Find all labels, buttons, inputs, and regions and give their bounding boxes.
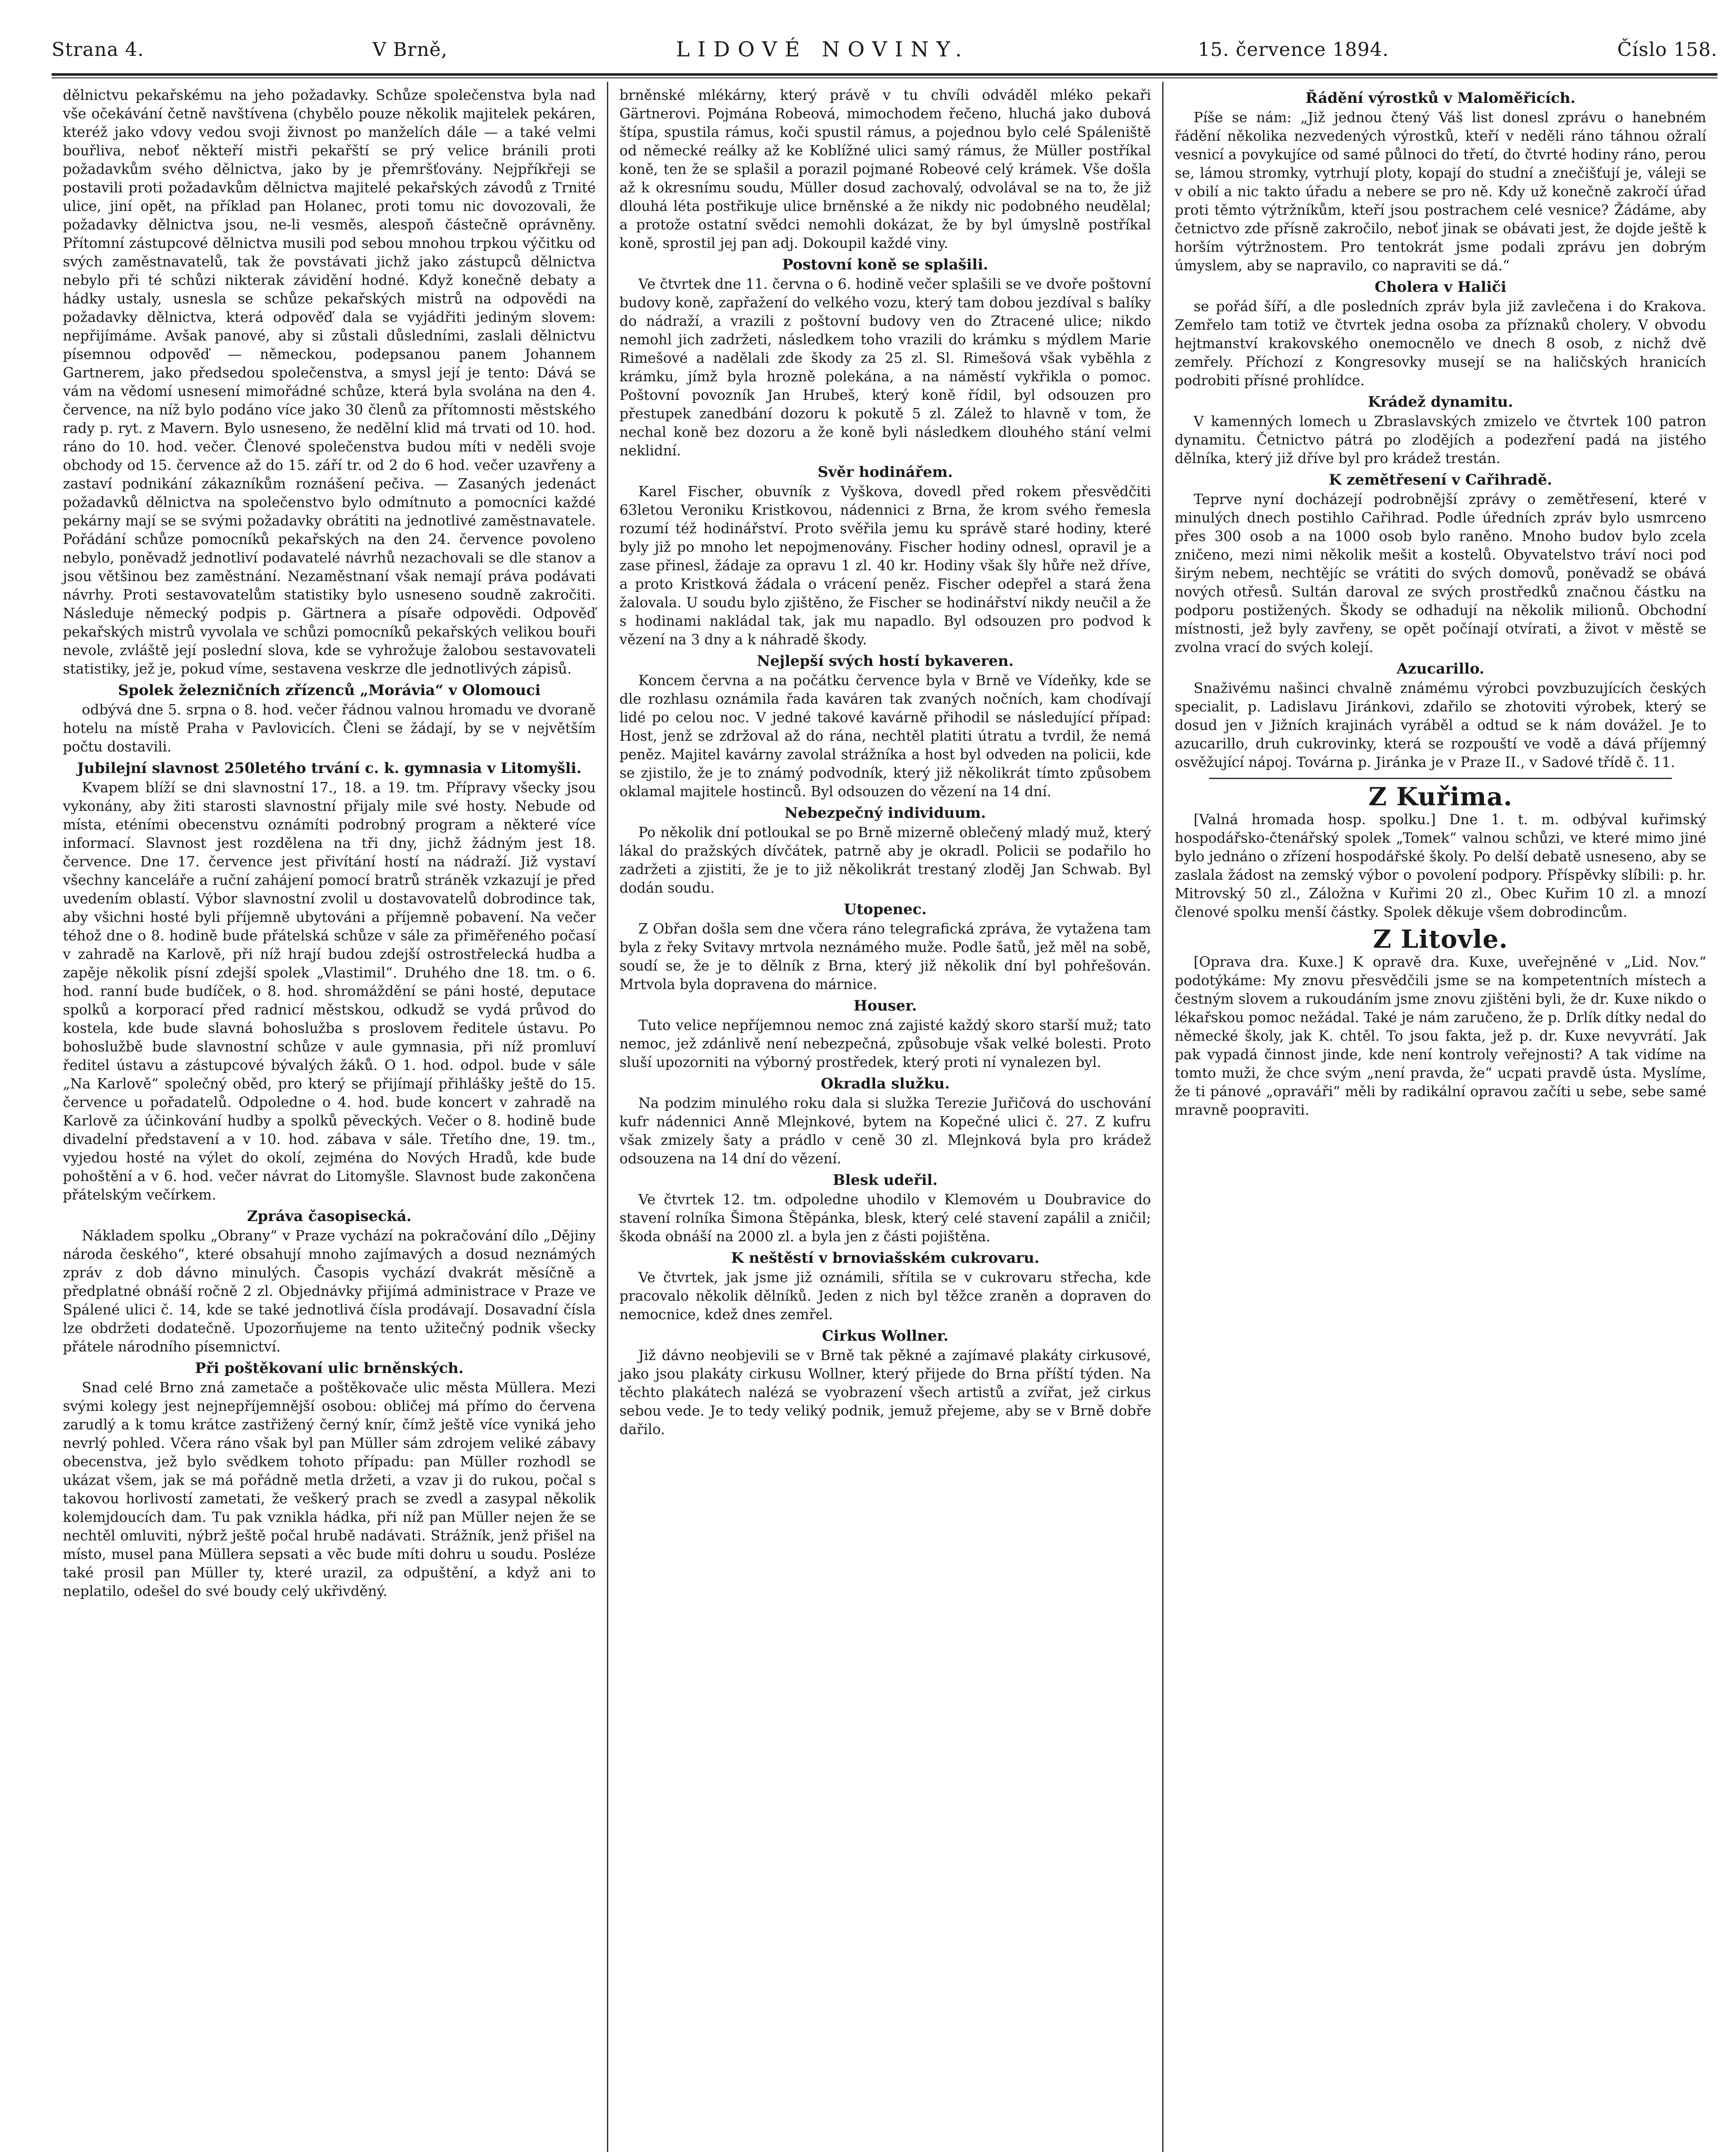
article-heading: Okradla služku. xyxy=(820,1075,950,1092)
article-paragraph: [Oprava dra. Kuxe.] K opravě dra. Kuxe, uveřejněné v „Lid. Nov.“ podotýkáme: My znovu přesvědčili jsme se na kompetentních místech a čestným slovem a rukoudáním jsme znovu zjištěni byli, že dr. Kuxe nikdo o lékařskou pomoc nežádal. Také je nám zaručeno, že p. Drlík dítky nedal do německé školy, jak K. chtěl. To jsou fakta, jež p. dr. Kuxe nevyvrátí. Jak pak vypadá činnost jinde, kde není kontroly veřejnosti? A tak vidíme na tomto muži, že chce svým „není pravda, že“ ucpati pravdě ústa. Myslíme, že ti pánové „opraváři“ měli by radikální opravou začíti u sebe, sebe samé mravně poopraviti. xyxy=(1175,954,1706,1118)
column-2 xyxy=(607,82,1162,2152)
article-columns xyxy=(52,82,1717,2152)
article-heading: Cholera v Haliči xyxy=(1374,278,1507,296)
article-paragraph: brněnské mlékárny, který právě v tu chvíli odváděl mléko pekaři Gärtnerovi. Pojmána Robeová, mimochodem řečeno, hluchá jako dubová štípa, spustila rámus, koči spustil rámus, a pojednou bylo celé Spáleniště od německé reálky až ke Koblížné ulici samý rámus, že Müller postříkal koně, ten že se splašil a porazil pojmané Robeové celý krámek. Vše došla až k okresnímu soudu, Müller dosud zachovalý, odvolával se na to, že již dlouhá léta postřikuje ulice brněnské a že nikdy nic podobného neudělal; a protože ostatní svědci nemohli dokázat, že by byl úmyslně postříkal koně, sprostil jej pan adj. Dokoupil každé viny. xyxy=(619,87,1151,251)
article-heading: Jubilejní slavnost 250letého trvání c. k. gymnasia v Litomyšli. xyxy=(77,760,582,777)
section-title-kurim: Z Kuřima. xyxy=(1368,782,1513,811)
article-paragraph: [Valná hromada hosp. spolku.] Dne 1. t. m. odbýval kuřimský hospodářsko-čtenářský spolek „Tomek“ valnou schůzi, ve které mimo jiné bylo jednáno o zřízení hospodářské školy. Po delší debatě usneseno, aby se zaslala žádost na zemský výbor o povolení podpory. Příspěvky slíbili: p. hr. Mitrovský 50 zl., Záložna v Kuřimi 20 zl., Obec Kuřim 10 zl. a mnozí členové spolku menší částky. Spolek děkuje všem dobrodincům. xyxy=(1175,811,1706,920)
header-rule xyxy=(52,73,1717,76)
issue-date: 15. července 1894. xyxy=(1198,38,1389,61)
article-heading: Zpráva časopisecká. xyxy=(247,1208,412,1225)
newspaper-page xyxy=(52,26,1717,2152)
article-heading: K zemětřesení v Cařihradě. xyxy=(1329,471,1552,489)
article-heading: Blesk udeřil. xyxy=(832,1172,938,1189)
masthead-title: LIDOVÉ NOVINY. xyxy=(676,37,970,62)
article-paragraph: Již dávno neobjevili se v Brně tak pěkné a zajímavé plakáty cirkusové, jako jsou plakáty cirkusu Wollner, který přijede do Brna příští týden. Na těchto plakátech nalézá se vyobrazení všech artistů a zvířat, jež cirkus sebou vede. Je to tedy veliký podnik, jemuž přejeme, aby se v Brně dobře dařilo. xyxy=(619,1347,1151,1438)
article-heading: Postovní koně se splašili. xyxy=(782,256,988,273)
article-heading: Spolek železničních zřízenců „Morávia“ v Olomouci xyxy=(118,682,541,699)
city-label: V Brně, xyxy=(372,38,448,61)
column-3 xyxy=(1162,82,1717,2152)
article-paragraph: Ve čtvrtek 12. tm. odpoledne uhodilo v Klemovém u Doubravice do stavení rolníka Šimona Štěpánka, blesk, který celé stavení zapálil a zničil; škoda obnáší na 2000 zl. a byla jen z části pojištěna. xyxy=(619,1191,1151,1245)
article-paragraph: Tuto velice nepříjemnou nemoc zná zajisté každý skoro starší muž; tato nemoc, jež zdánlivě není nebezpečná, způsobuje však velké bolesti. Proto sluší upozorniti na výborný prostředek, který proti ní vynalezen byl. xyxy=(619,1017,1151,1070)
article-paragraph: Snad celé Brno zná zametače a poštěkovače ulic města Müllera. Mezi svými kolegy jest nejnepříjemnější osobou: obličej má přímo do červena zarudlý a k tomu krátce zastřižený černý knír, čímž ještě více vyniká jeho nevrlý pohled. Včera ráno však byl pan Müller sám zdrojem veliké zábavy obecenstva, jež bylo svědkem tohoto případu: pan Müller rozhodl se ukázat všem, jak se má pořádně metla držeti, a vzav ji do rukou, počal s takovou horlivostí zametati, že veškerý prach se zvedl a zasypal několik kolemjdoucích dam. Tu pak vznikla hádka, při níž pan Müller nejen že se nechtěl omluviti, nýbrž ještě počal hrubě nadávati. Strážník, jenž přišel na místo, musel pana Müllera sepsati a věc bude míti dohru u soudu. Posléze také prosil pan Müller ty, které urazil, za odpuštění, a když ani to neplatilo, odešel do své boudy celý ukřivděný. xyxy=(63,1379,596,1599)
article-paragraph: Ve čtvrtek, jak jsme již oznámili, sřítila se v cukrovaru střecha, kde pracovalo několik dělníků. Jeden z nich byl těžce zraněn a dopraven do nemocnice, kdež dnes zemřel. xyxy=(619,1269,1151,1323)
article-heading: Při poštěkovaní ulic brněnských. xyxy=(195,1360,464,1377)
article-paragraph: Píše se nám: „Již jednou čtený Váš list donesl zprávu o hanebném řádění několika nezvedených výrostků, kteří v neděli ráno táhnou ožralí vesnicí a povykujíce od samé půlnoci do třetí, do čtvrté hodiny ráno, perou se, lámou stromky, vytrhují ploty, kopají do studní a znečišťují je, váleji se v obilí a nic takto úřadu a nebere se pro ně. Kdy už konečně zakročí úřad proti těmto výtržníkům, kteří jsou postrachem celé vesnice? Žádáme, aby četnictvo zde přísně zakročilo, neboť jinak se obávati jest, že dojde ještě k horším výtržnostem. Pro tentokrát jsme podali zprávu jen dobrým úmyslem, aby se napravilo, co napraviti se dá.“ xyxy=(1175,109,1706,274)
section-divider xyxy=(1209,778,1672,779)
article-paragraph: odbývá dne 5. srpna o 8. hod. večer řádnou valnou hromadu ve dvoraně hotelu na místě Praha v Pavlovicích. Členi se žádají, by se v největším počtu dostavili. xyxy=(63,702,596,755)
article-paragraph: Ve čtvrtek dne 11. června o 6. hodině večer splašili se ve dvoře poštovní budovy koně, zapřažení do velkého vozu, který tam dobou jezdíval s balíky do nádraží, a vrazili z poštovní budovy ven do Ztracené ulice; nikdo nemohl jich zadržeti, následkem toho vrazili do krámku s mýdlem Marie Rimešové a nadělali zde škody za 25 zl. Sl. Rimešová však vyběhla z krámku, jímž byla hrozně polekána, a na náměstí vykřikla o pomoc. Poštovní povozník Jan Hrubeš, který koně řídil, byl odsouzen pro přestupek zanedbání dozoru k pokutě 5 zl. Zálež to hlavně v tom, že nechal koně bez dozoru a že koně byli následkem dlouhého stání velmi neklidní. xyxy=(619,276,1151,459)
issue-number: Číslo 158. xyxy=(1617,38,1717,61)
article-paragraph: Koncem června a na počátku července byla v Brně ve Vídeňky, kde se dle rozhlasu oznámila řada kaváren tak zvaných nočních, kam chodívají lidé po celou noc. V jedné takové kavárně přihodil se následující případ: Host, jenž se zdržoval až do rána, nechtěl platiti útratu a tvrdil, že nemá peněz. Majitel kavárny zavolal strážníka a host byl odveden na policii, kde se zjistilo, že je to známý podvodník, který již několikrát tímto způsobem oklamal majitele hostinců. Byl odsouzen do vězení na 14 dní. xyxy=(619,672,1151,800)
section-title-litovel: Z Litovle. xyxy=(1373,924,1508,954)
article-heading: Řádění výrostků v Maloměřicích. xyxy=(1305,90,1576,107)
article-paragraph: V kamenných lomech u Zbraslavských zmizelo ve čtvrtek 100 patron dynamitu. Četnictvo pátrá po zlodějích a podezření padá na jistého dělníka, který již dříve byl pro krádež trestán. xyxy=(1175,413,1706,467)
article-heading: Houser. xyxy=(854,997,917,1014)
article-heading: K neštěstí v brnoviašském cukrovaru. xyxy=(731,1249,1040,1267)
article-paragraph: Teprve nyní docházejí podrobnější zprávy o zemětřesení, které v minulých dnech postihlo Cařihrad. Podle úředních zpráv bylo usmrceno přes 300 osob a na 1000 osob bylo raněno. Mnoho budov bylo zcela zničeno, mezi nimi několik mešit a kostelů. Obyvatelstvo tráví noci pod širým nebem, nechtějíc se vrátiti do svých domovů, poněvadž se obává nových otřesů. Sultán daroval ze svých prostředků značnou částku na podporu postižených. Škody se odhadují na několik milionů. Obchodní místnosti, jež byly zavřeny, se opět počínají otvírati, a život v městě se zvolna vrací do svých kolejí. xyxy=(1175,491,1706,655)
article-paragraph: se pořád šíří, a dle posledních zpráv byla již zavlečena i do Krakova. Zemřelo tam totiž ve čtvrtek jedna osoba za příznaků cholery. V obvodu hejtmanství krakovského onemocnělo ve dnech 8 osob, z nichž dvě zemřely. Příchozí z Kongresovky musejí se na haličských hranicích podrobiti přísné prohlídce. xyxy=(1175,298,1706,389)
article-heading: Svěr hodinářem. xyxy=(817,464,953,481)
article-paragraph: Po několik dní potloukal se po Brně mizerně oblečený mladý muž, který lákal do pražských dívčátek, patrně aby je okradl. Policii se podařilo ho zadržeti a zjistiti, že je to již několikrát trestaný zloděj Jan Schwab. Byl dodán soudu. xyxy=(619,824,1151,896)
article-paragraph: Kvapem blíží se dni slavnostní 17., 18. a 19. tm. Přípravy všecky jsou vykonány, aby žiti starosti slavnostní přijaly mile své hosty. Nebude od místa, eténími obecenstvu oznámíti podrobný program a některé více informací. Slavnost jest rozdělena na tři dny, jichž žádným jest 18. července. Dne 17. července jest přivítání hostí na nádraží. Již vystaví všechny kanceláře a ruční zahájení pomocí bratrů stráněk vzkazují je před uvedením oblastí. Výbor slavnostní zvolil u dostavovatelů dobrodince tak, aby všichni hosté byli příjemně ubytováni a příjemně pobavení. Na večer téhož dne o 8. hodině bude přátelská schůze v sále za přiměřeného počasí v zahradě na Karlově, při níž hrají budou zdejší ostrostřelecká hudba a zapěje několik písní zdejší spolek „Vlastimil“. Druhého dne 18. tm. o 6. hod. ranní bude budíček, o 8. hod. shromáždění se páni hosté, deputace spolků a korporací před radnicí městskou, odkudž se vydá průvod do kostela, kde bude slavná bohoslužba s proslovem ředitele ústavu. Po bohoslužbě bude slavnostní schůze v aule gymnasia, při níž promluví ředitel ústavu a zástupcové bývalých žáků. O 1. hod. odpol. bude v sále „Na Karlově“ společný oběd, pro který se přijímají přihlášky ještě do 15. července u pořadatelů. Odpoledne o 4. hod. bude koncert v zahradě na Karlově za účinkování hudby a spolků pěveckých. Večer o 8. hodině bude divadelní představení a v 10. hod. zábava v sále. Třetího dne, 19. tm., vyjedou hosté na výlet do okolí, zejména do Nových Hradů, kde bude pohoštění a v 6. hod. večer návrat do Litomyšle. Slavnost bude zakončena přátelským večírkem. xyxy=(63,779,596,1203)
column-1 xyxy=(52,82,607,2152)
article-paragraph: Nákladem spolku „Obrany“ v Praze vychází na pokračování dílo „Dějiny národa českého“, které obsahují mnoho zajímavých a dosud neznámých zpráv z dob dávno minulých. Časopis vychází dvakrát měsíčně a předplatné obnáší ročně 2 zl. Objednávky přijímá administrace v Praze ve Spálené ulici č. 14, kde se také jednotlivá čísla prodávají. Dosavadní čísla lze obdržeti dodatečně. Upozorňujeme na tento užitečný podnik všecky přátele národního písemnictví. xyxy=(63,1228,596,1355)
article-paragraph: Karel Fischer, obuvník z Vyškova, dovedl před rokem přesvědčiti 63letou Veroniku Kristkovou, nádennici z Brna, že krom svého řemesla rozumí též hodinářství. Proto svěřila jemu ku správě staré hodiny, které byly již po mnoho let nepojmenovány. Fischer hodiny odnesl, opravil je a zase přinesl, žádaje za opravu 1 zl. 40 kr. Hodiny však šly hůře než dříve, a proto Kristková žádala o vrácení peněz. Fischer odepřel a stará žena žalovala. U soudu bylo zjištěno, že Fischer se hodinářství nikdy neučil a že s hodinami nakládal tak, jak mu napadlo. Byl odsouzen pro podvod k vězení na 3 dny a k náhradě škody. xyxy=(619,483,1151,648)
article-heading: Nebezpečný individuum. xyxy=(784,804,986,822)
article-heading: Azucarillo. xyxy=(1396,660,1485,677)
article-paragraph: Z Obřan došla sem dne včera ráno telegrafická zpráva, že vytažena tam byla z řeky Svitavy mrtvola neznámého muže. Podle šatů, jež měl na sobě, soudí se, že je to dělník z Brna, který již několik dní byl pohřešován. Mrtvola byla dopravena do márnice. xyxy=(619,921,1151,993)
article-heading: Utopenec. xyxy=(844,901,927,918)
article-heading: Krádež dynamitu. xyxy=(1368,393,1513,411)
article-paragraph: dělnictvu pekařskému na jeho požadavky. Schůze společenstva byla nad vše očekávání četně navštívena (chybělo pouze několik majitelek pekáren, kteréž jako vdovy vedou svoji živnost po manželích dále — a také velmi bouřliva, neboť někteří mistři pekařští se prý velice bránili proti požadavkům svého dělnictva, jako by je přemršťovány. Nejpříkřeji se postavili proti požadavkům dělnictva majitelé pekařských závodů z Trnité ulice, jiní opět, na příklad pan Holanec, proti tomu nic dovozovali, že požadavky dělnictva jsou, ne-li vesměs, alespoň částečně oprávněny. Přítomní zástupcové dělnictva musili pod sebou mnohou trpkou výčitku od svých zaměstnavatelů, tak že povstávati jichž jako zástupců dělnictva nebylo při té schůzi nikterak závidění hodné. Když konečně debaty a hádky ustaly, usnesla se schůze pekařských mistrů na odpovědi na požadavky dělnictva, která odpověď dala se vyjádřiti jediným slovem: nepřijímáme. Avšak panové, aby si zůstali důsledními, zaslali dělnictvu písemnou odpověď — německou, podepsanou panem Johannem Gartnerem, jako předsedou společenstva, a smysl její je tento: Dává se vám na vědomí usnesení mimořádné schůze, která byla svolána na den 4. července, na níž bylo podáno více jako 30 členů za přítomnosti městského rady p. ryt. z Mavern. Bylo usneseno, že nedělní klid má trvati od 10. hod. ráno do 10. hod. večer. Členové společenstva budou míti v neděli svoje obchody od 15. července až do 15. září tr. od 2 do 6 hod. večer uzavřeny a zastaví podnikání zákazníkům roznášení pečiva. — Zasaných jedenáct požadavků dělnictva na společenstvo bylo odmítnuto a pomocníci každé pekárny mají se se svými požadavky obrátiti na jednotlivé zaměstnavatele. Pořádání schůze pomocníků pekařských na den 24. července povoleno nebylo, poněvadž jednotliví podavatelé návrhů nezachovali se dle stanov a jsou většinou bez zaměstnání. Nezaměstnaní však nemají práva podávati návrhy. Proti sestavovatelům statistiky bylo usneseno soudně zakročiti. Následuje německý podpis p. Gärtnera a písaře odpovědi. Odpověď pekařských mistrů vyvolala ve schůzi pomocníků pekařských velikou bouři nevole, zvláště její poslední slova, kde se vyhrožuje žalobou sestavovateli statistiky, jež je, pokud víme, sestavena veskrze dle jednotlivých zápisů. xyxy=(63,87,596,677)
article-heading: Cirkus Wollner. xyxy=(822,1327,949,1345)
page-number: Strana 4. xyxy=(52,38,144,61)
header-rule-thin xyxy=(52,77,1717,78)
article-paragraph: Snaživému našinci chvalně známému výrobci povzbuzujících českých specialit, p. Ladislavu Jiránkovi, zdařilo se zhotoviti výrobek, který se dosud jen v Jižních krajinách vyráběl a odtud se k nám dovážel. Je to azucarillo, druh cukrovinky, která se rozpouští ve vodě a dává příjemný osvěžující nápoj. Továrna p. Jiránka je v Praze II., v Sadové třídě č. 11. xyxy=(1175,680,1706,770)
article-paragraph: Na podzim minulého roku dala si služka Terezie Juřičová do uschování kufr nádennici Anně Mlejnkové, bytem na Kopečné ulici č. 27. Z kufru však zmizely šaty a prádlo v ceně 30 zl. Mlejnková byla pro krádež odsouzena na 14 dní do vězení. xyxy=(619,1095,1151,1167)
article-heading: Nejlepší svých hostí bykaveren. xyxy=(757,652,1014,670)
page-header xyxy=(52,26,1717,73)
